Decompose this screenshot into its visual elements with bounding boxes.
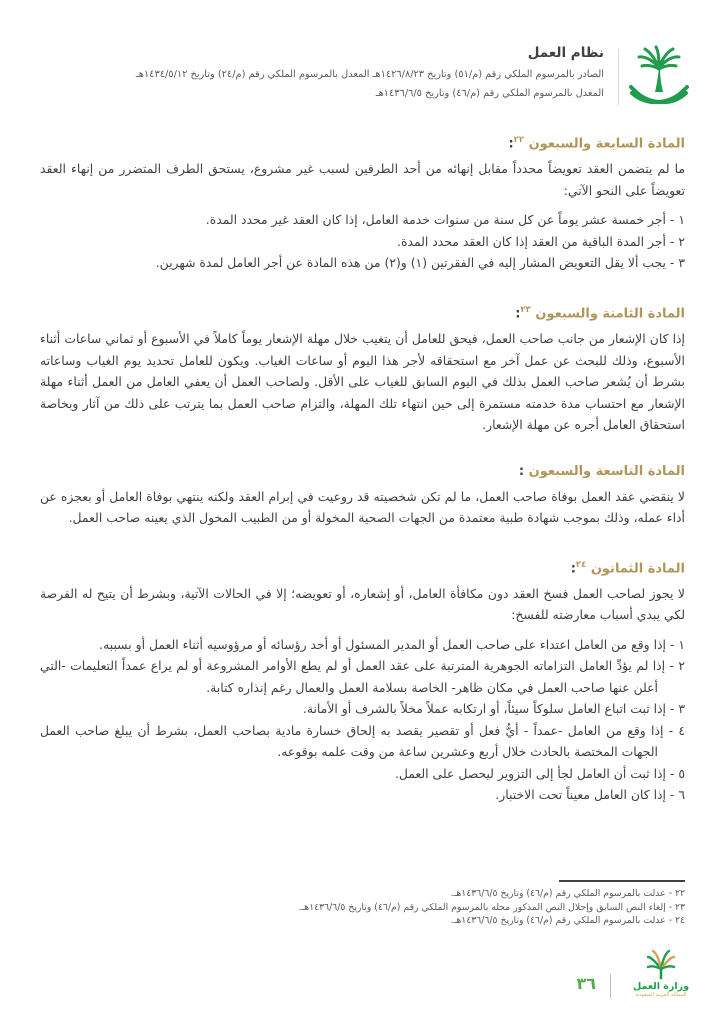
header-text bbox=[40, 44, 604, 103]
list-item bbox=[40, 634, 685, 656]
article-items bbox=[40, 209, 685, 274]
heading-colon: : bbox=[508, 136, 514, 152]
heading-colon: : bbox=[570, 560, 576, 576]
article-heading bbox=[40, 555, 685, 579]
article-title: المادة التاسعة والسبعون bbox=[528, 463, 685, 479]
article-body: إذا كان الإشعار من جانب صاحب العمل، فيحق للعامل أن يتغيب خلال مهلة الإشعار يوماً كاملاً في الأسبوع أو ثماني ساعات أثناء الأسبوع، وذلك للبحث عن عمل آخر مع استحقاقه لأجر هذا اليوم أو ساعات الغياب. ويكون للعامل تحديد يوم الغياب وساعاته بشرط أن يُشعر صاحب العمل بذلك في اليوم السابق للغياب على الأقل. ولصاحب العمل أن يعفي العامل من العمل أثناء مهلة الإشعار مع احتساب مدة خدمته مستمرة إلى حين انتهاء تلك المهلة، والتزام صاحب العمل بما يترتب على ذلك من آثار وبخاصة استحقاق العامل أجره عن مهلة الإشعار. bbox=[40, 331, 685, 433]
list-item bbox=[40, 720, 685, 763]
item-text: أجر المدة الباقية من العقد إذا كان العقد محدد المدة. bbox=[397, 233, 666, 249]
footnote-text: عدلت بالمرسوم الملكي رقم (م/٤٦) وتاريخ ١٤٣٦/٦/٥هـ. bbox=[450, 915, 666, 926]
list-item bbox=[40, 763, 685, 785]
footnote-number: ٢٣ - bbox=[665, 901, 685, 913]
doc-subtitle-line-1: الصادر بالمرسوم الملكي رقم (م/٥١) وتاريخ ١٤٢٦/٨/٢٣هـ المعدل بالمرسوم الملكي رقم (م/٢٤) وتاريخ ١٤٣٤/٥/١٢هـ bbox=[135, 69, 604, 80]
item-text: إذا ثبت أن العامل لجأ إلى التزوير ليحصل على العمل. bbox=[394, 765, 666, 781]
page-number-divider bbox=[610, 974, 611, 998]
item-text: إذا وقع من العامل -عمداً - أيُّ فعل أو تقصير يقصد به إلحاق خسارة مادية بصاحب العمل، بشرط أن يبلغ صاحب العمل الجهات المختصة بالحادث خلال أربع وعشرين ساعة من وقت علمه بوقوعه. bbox=[40, 722, 664, 760]
article-body: لا ينقضي عقد العمل بوفاة صاحب العمل، ما لم تكن شخصيته قد روعيت في إبرام العقد ولكنه ينتهي بوفاة العامل أو بعجزه عن أداء عمله، وذلك بموجب شهادة طبية معتمدة من الجهات الصحية المخولة أو من الطبيب المخول الذي يعينه صاحب العمل. bbox=[40, 488, 685, 526]
item-number: ٣ - bbox=[665, 701, 685, 717]
saudi-palm-swords-emblem-icon bbox=[629, 44, 689, 114]
item-number: ١ - bbox=[665, 212, 685, 228]
item-text: أجر خمسة عشر يوماً عن كل سنة من سنوات خدمة العامل، إذا كان العقد غير محدد المدة. bbox=[205, 212, 666, 228]
heading-colon: : bbox=[515, 306, 521, 322]
footnotes bbox=[40, 880, 685, 928]
footnote-text: عدلت بالمرسوم الملكي رقم (م/٤٦) وتاريخ ١٤٣٦/٦/٥هـ. bbox=[450, 888, 666, 899]
section-article-77 bbox=[40, 130, 685, 274]
item-number: ٥ - bbox=[665, 765, 685, 781]
footnote-ref: ٢٢ bbox=[513, 135, 525, 145]
article-title: المادة الثامنة والسبعون bbox=[535, 306, 685, 322]
section-article-79 bbox=[40, 462, 685, 529]
list-item bbox=[40, 655, 685, 698]
item-number: ٢ - bbox=[665, 233, 685, 249]
footnote-text: إلغاء النص السابق وإحلال النص المذكور محله بالمرسوم الملكي رقم (م/٤٦) وتاريخ ١٤٣٦/٦/٥هـ. bbox=[298, 901, 666, 913]
page-number: ٣٦ bbox=[576, 974, 596, 993]
doc-title: نظام العمل bbox=[527, 45, 604, 61]
list-item bbox=[40, 231, 685, 253]
item-number: ٤ - bbox=[663, 722, 685, 738]
article-body: ما لم يتضمن العقد تعويضاً محدداً مقابل إنهائه من أحد الطرفين لسبب غير مشروع، يستحق الطرف المتضرر من إنهاء العقد تعويضاً على النحو الآتي: bbox=[40, 161, 685, 198]
item-text: إذا كان العامل معيناً تحت الاختبار. bbox=[495, 787, 666, 803]
footnote-rule bbox=[559, 880, 685, 882]
ministry-logo bbox=[625, 948, 697, 999]
list-item bbox=[40, 252, 685, 274]
footnote bbox=[40, 887, 685, 901]
footnote-ref: ٢٣ bbox=[520, 304, 531, 315]
heading-colon: : bbox=[518, 463, 529, 479]
articles bbox=[40, 130, 685, 832]
list-item bbox=[40, 209, 685, 231]
footnote-number: ٢٢ - bbox=[665, 888, 685, 899]
article-heading bbox=[40, 300, 685, 324]
article-title: المادة الثمانون bbox=[590, 560, 685, 576]
item-number: ٣ - bbox=[665, 255, 685, 271]
section-article-78 bbox=[40, 300, 685, 436]
item-text: إذا وقع من العامل اعتداء على صاحب العمل أو المدير المسئول أو أحد رؤسائه أو مرؤوسيه أثناء العمل أو بسببه. bbox=[99, 636, 666, 652]
ministry-subtitle: المملكة العربية السعودية bbox=[635, 992, 687, 998]
article-title: المادة السابعة والسبعون bbox=[528, 136, 685, 152]
footnote-number: ٢٤ - bbox=[665, 915, 685, 926]
doc-subtitle-line-2: المعدل بالمرسوم الملكي رقم (م/٤٦) وتاريخ ١٤٣٦/٦/٥هـ bbox=[375, 88, 604, 99]
doc-header bbox=[40, 44, 689, 114]
palm-tree-icon bbox=[645, 948, 677, 980]
header-divider bbox=[618, 49, 619, 105]
article-items bbox=[40, 634, 685, 806]
section-article-80 bbox=[40, 555, 685, 806]
footnote-ref: ٢٤ bbox=[575, 559, 587, 570]
item-text: إذا لم يؤدِّ العامل التزاماته الجوهرية المترتبة على عقد العمل أو لم يطع الأوامر المشروعة أو لم يراع عمداً التعليمات -التي أعلن عنها صاحب العمل في مكان ظاهر- الخاصة بسلامة العمل والعمال رغم إنذاره كتابة. bbox=[40, 658, 666, 695]
footer-brand bbox=[576, 948, 697, 999]
item-number: ١ - bbox=[665, 636, 685, 652]
list-item bbox=[40, 784, 685, 806]
item-text: إذا ثبت اتباع العامل سلوكاً سيئاً، أو ارتكابه عملاً مخلاً بالشرف أو الأمانة. bbox=[302, 701, 666, 717]
ministry-name: وزارة العمل bbox=[632, 981, 690, 992]
footnote bbox=[40, 914, 685, 928]
article-body: لا يجوز لصاحب العمل فسخ العقد دون مكافأة العامل، أو إشعاره، أو تعويضه؛ إلا في الحالات الآتية، وبشرط أن يتيح له الفرصة لكي يبدي أسباب معارضته للفسخ: bbox=[40, 585, 685, 623]
item-number: ٦ - bbox=[665, 787, 685, 803]
list-item bbox=[40, 698, 685, 720]
item-text: يجب ألا يقل التعويض المشار إليه في الفقرتين (١) و(٢) من هذه المادة عن أجر العامل لمدة شهرين. bbox=[155, 255, 666, 271]
article-heading bbox=[40, 130, 685, 154]
item-number: ٢ - bbox=[665, 658, 685, 674]
article-heading bbox=[40, 462, 685, 482]
footnote bbox=[40, 901, 685, 915]
